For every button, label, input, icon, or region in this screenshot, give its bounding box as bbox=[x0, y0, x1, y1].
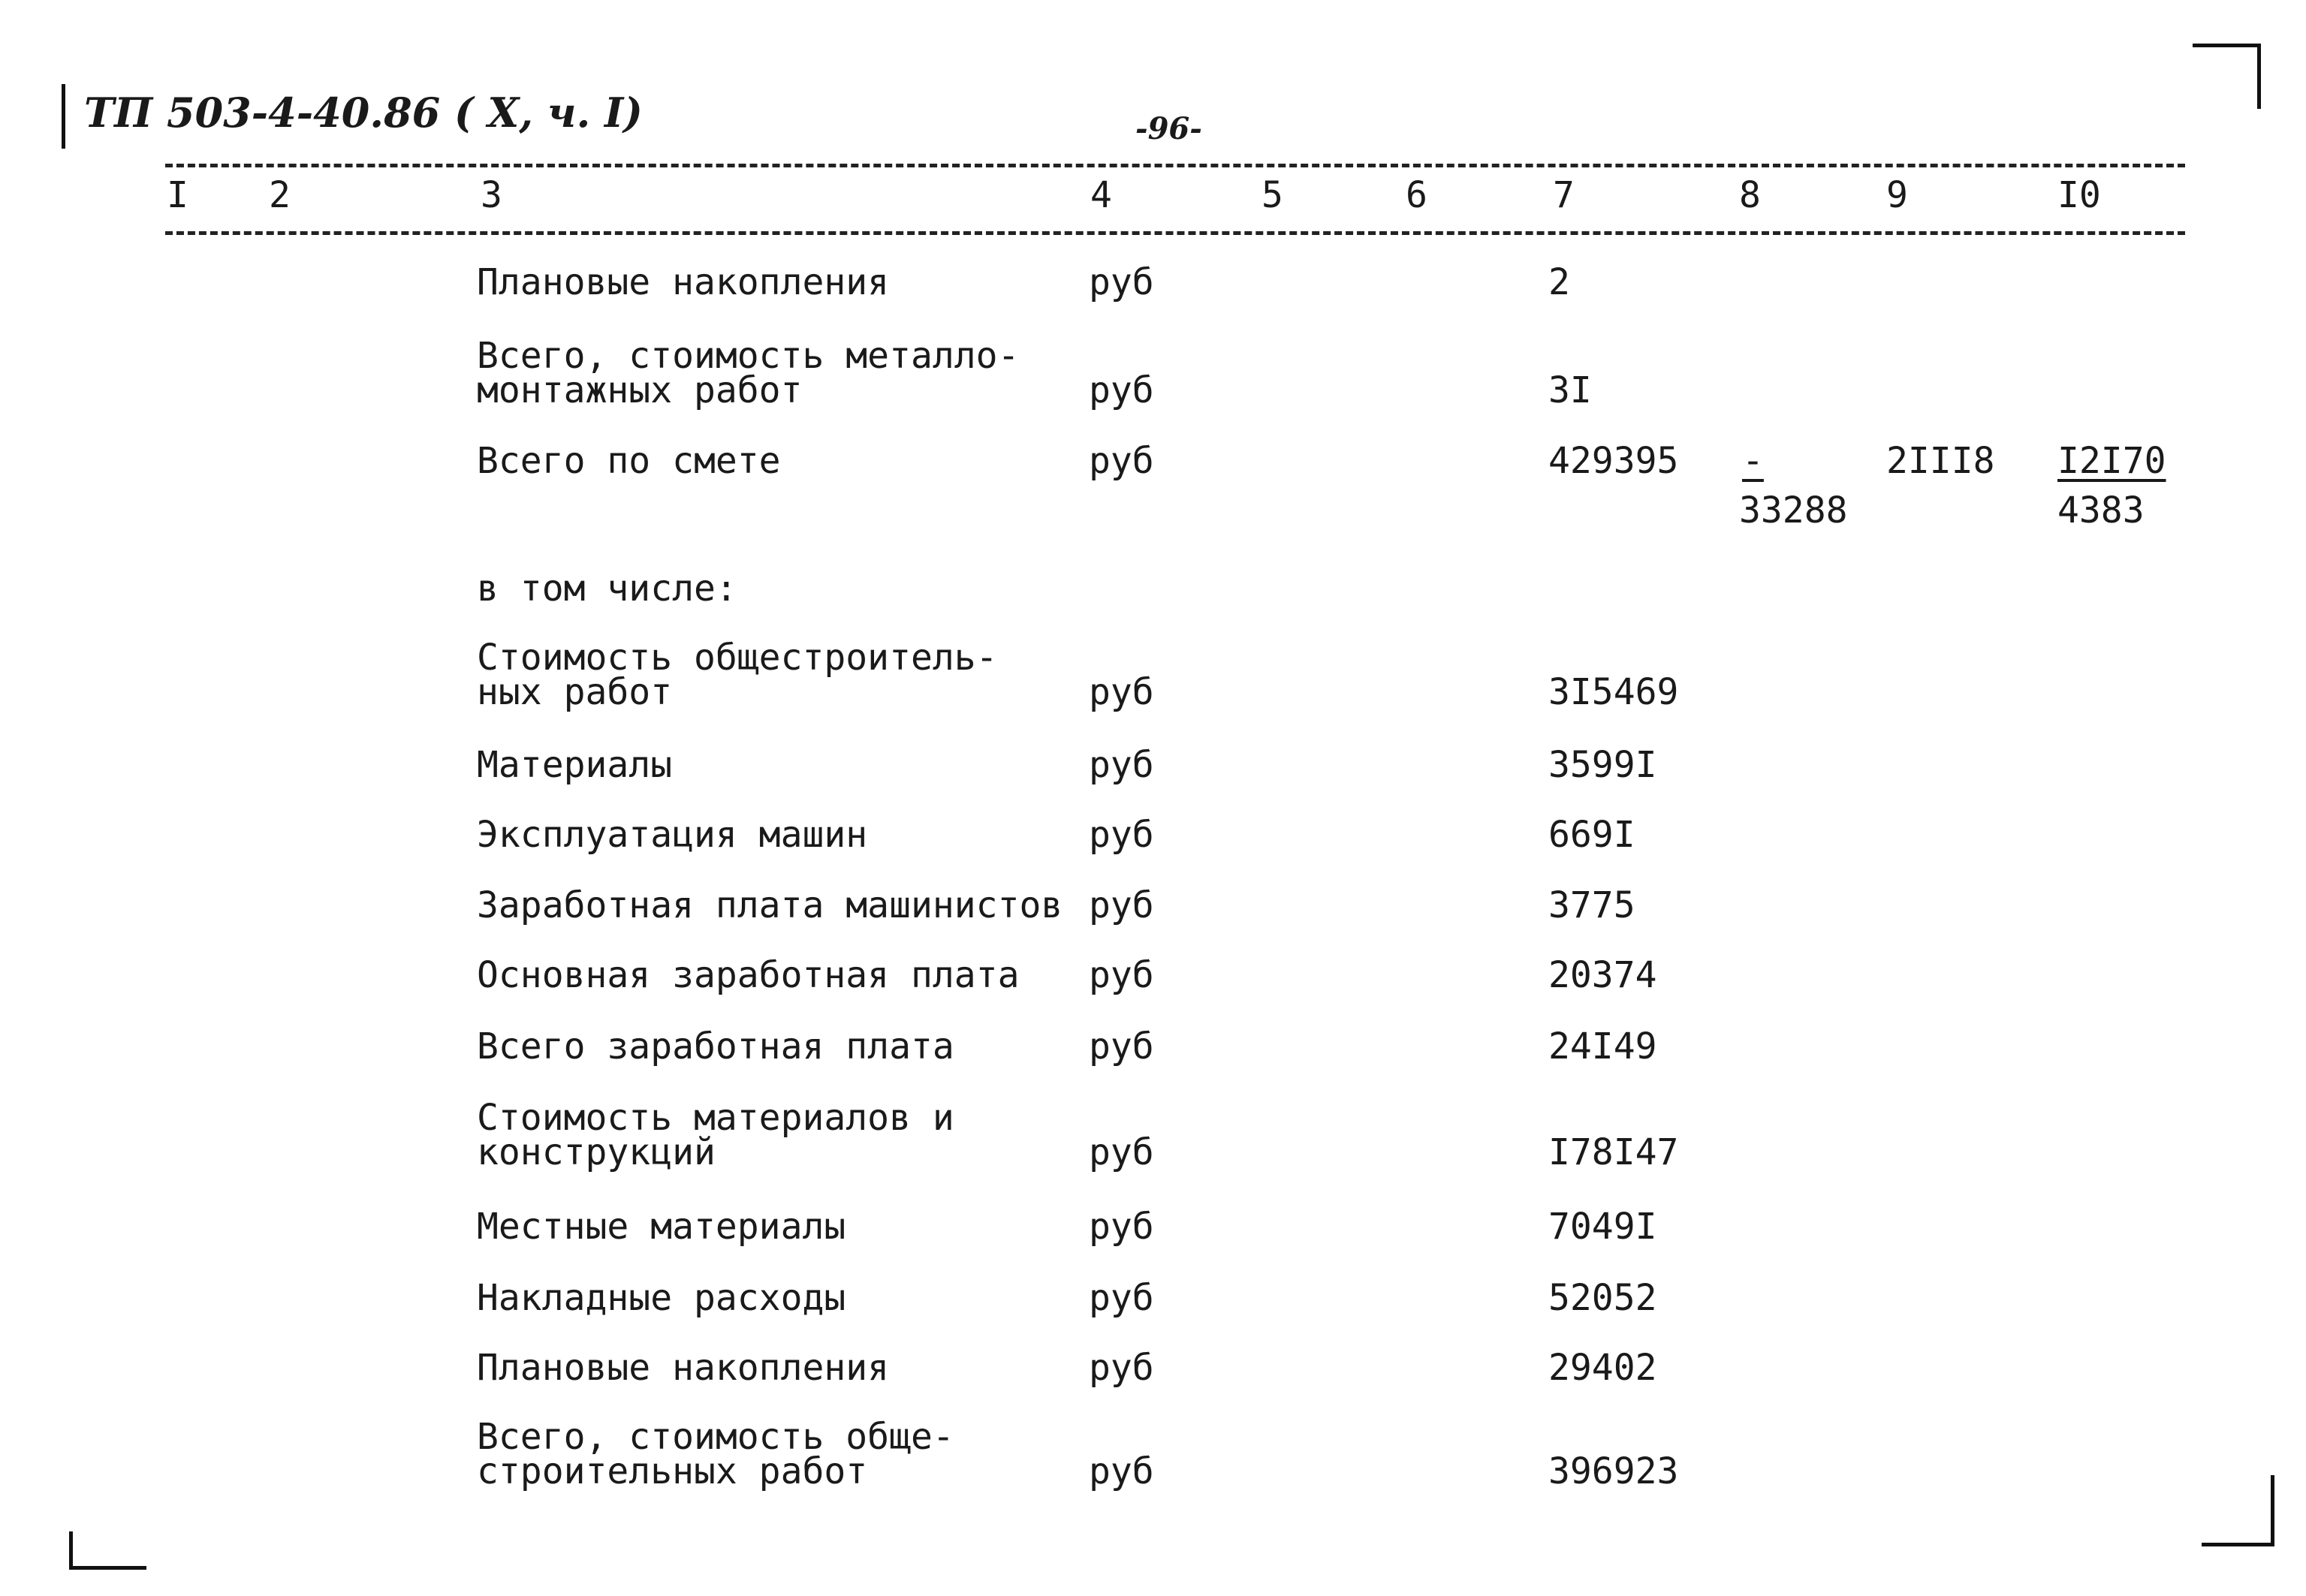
column-header-8: 8 bbox=[1739, 174, 1761, 216]
row-label: строительных работ bbox=[477, 1450, 868, 1492]
value-col7: 2 bbox=[1548, 261, 1570, 303]
column-header-9: 9 bbox=[1886, 174, 1908, 216]
row-label: Плановые накопления bbox=[477, 1347, 890, 1389]
row-label: конструкций bbox=[477, 1131, 716, 1173]
row-label: Всего, стоимость металло- bbox=[477, 335, 1020, 377]
row-label: монтажных работ bbox=[477, 369, 803, 411]
row-label: Стоимость материалов и bbox=[477, 1097, 954, 1139]
column-header-7: 7 bbox=[1553, 174, 1575, 216]
value-col7: 669I bbox=[1548, 814, 1635, 856]
unit-cell: руб bbox=[1089, 261, 1154, 303]
unit-cell: руб bbox=[1089, 440, 1154, 482]
unit-cell: руб bbox=[1089, 1025, 1154, 1068]
corner-mark-bottom-right bbox=[2202, 1475, 2274, 1546]
row-label: Всего, стоимость обще- bbox=[477, 1416, 954, 1458]
column-header-5: 5 bbox=[1262, 174, 1283, 216]
value-col7: 20374 bbox=[1548, 954, 1657, 996]
row-label: Основная заработная плата bbox=[477, 954, 1020, 996]
value-col9: 2III8 bbox=[1886, 440, 1995, 482]
column-header-10: I0 bbox=[2057, 174, 2101, 216]
value-col7: 24I49 bbox=[1548, 1025, 1657, 1068]
value-col7: 7049I bbox=[1548, 1206, 1657, 1248]
page-number: -96- bbox=[1135, 111, 1202, 146]
value-col7: 52052 bbox=[1548, 1277, 1657, 1319]
unit-cell: руб bbox=[1089, 1277, 1154, 1319]
column-header-2: 2 bbox=[269, 174, 291, 216]
unit-cell: руб bbox=[1089, 1206, 1154, 1248]
unit-cell: руб bbox=[1089, 369, 1154, 411]
unit-cell: руб bbox=[1089, 671, 1154, 713]
unit-cell: руб bbox=[1089, 954, 1154, 996]
value-col8-top: - bbox=[1742, 440, 1764, 482]
row-label: Эксплуатация машин bbox=[477, 814, 868, 856]
row-label: Плановые накопления bbox=[477, 261, 890, 303]
value-col7: 3I5469 bbox=[1548, 671, 1679, 713]
row-label: Стоимость общестроитель- bbox=[477, 637, 998, 679]
unit-cell: руб bbox=[1089, 1131, 1154, 1173]
row-label: в том числе: bbox=[477, 568, 737, 610]
column-header-4: 4 bbox=[1090, 174, 1112, 216]
corner-mark-bottom-left bbox=[69, 1531, 146, 1570]
value-col7: 3I bbox=[1548, 369, 1592, 411]
value-col7: I78I47 bbox=[1548, 1131, 1679, 1173]
value-col10-bottom: 4383 bbox=[2057, 489, 2145, 531]
value-col7: 429395 bbox=[1548, 440, 1679, 482]
value-col8-bottom: 33288 bbox=[1739, 489, 1848, 531]
corner-mark-top-left bbox=[62, 84, 68, 149]
header-rule-bottom bbox=[165, 231, 2185, 235]
column-header-3: 3 bbox=[481, 174, 502, 216]
column-header-1: I bbox=[167, 174, 188, 216]
value-col7: 3775 bbox=[1548, 884, 1635, 926]
unit-cell: руб bbox=[1089, 744, 1154, 786]
unit-cell: руб bbox=[1089, 1347, 1154, 1389]
column-header-6: 6 bbox=[1406, 174, 1427, 216]
value-col7: 396923 bbox=[1548, 1450, 1679, 1492]
row-label: Всего по смете bbox=[477, 440, 781, 482]
value-col10-top: I2I70 bbox=[2057, 440, 2166, 482]
row-label: Местные материалы bbox=[477, 1206, 846, 1248]
unit-cell: руб bbox=[1089, 884, 1154, 926]
row-label: Заработная плата машинистов bbox=[477, 884, 1063, 926]
row-label: Всего заработная плата bbox=[477, 1025, 954, 1068]
header-rule-top bbox=[165, 164, 2185, 167]
value-col7: 3599I bbox=[1548, 744, 1657, 786]
document-code: ТП 503-4-40.86 ( Х, ч. I) bbox=[84, 89, 643, 137]
row-label: ных работ bbox=[477, 671, 673, 713]
corner-mark-top-right bbox=[2193, 44, 2261, 109]
unit-cell: руб bbox=[1089, 1450, 1154, 1492]
value-col7: 29402 bbox=[1548, 1347, 1657, 1389]
row-label: Накладные расходы bbox=[477, 1277, 846, 1319]
row-label: Материалы bbox=[477, 744, 673, 786]
unit-cell: руб bbox=[1089, 814, 1154, 856]
